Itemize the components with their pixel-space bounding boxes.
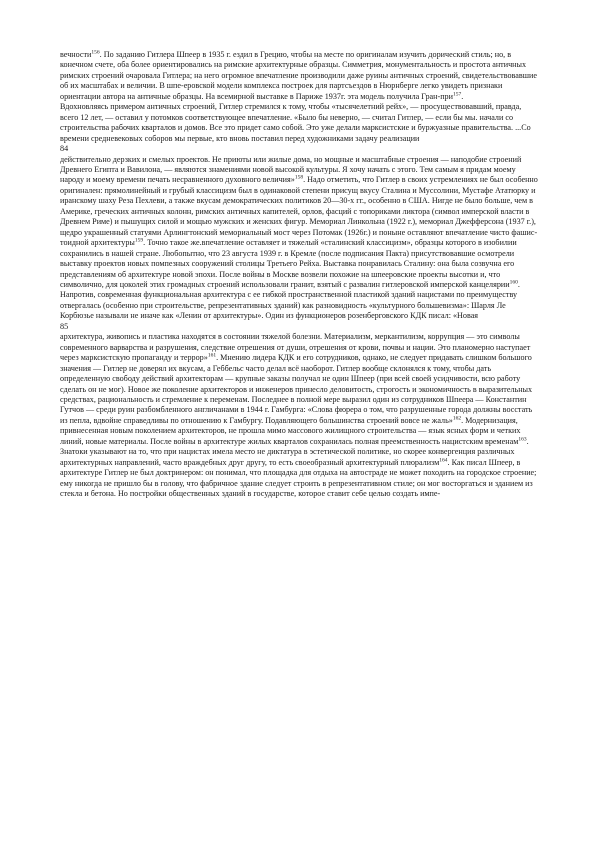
text-run: . Как писал Шпеер, в архитектуре Гитлер не был доктринером: он понимал, что площадка для отдыха на автостраде не может походить на городское строение; ему никогда не пришло бы в голову, что фабричное здание следует строить в репрезентативном стиле; он мог восторгаться и зданием из стекла и бетона. Но постройки общественных зданий в государстве, которое ставит себе целью создать импе- <box>60 457 537 499</box>
footnote-ref: 157 <box>452 91 462 98</box>
text-run: . Модернизация, привнесенная новым поколением архитекторов, не прошла мимо массового жилищного строительства — язык ясных форм и четких линий, новые материалы. После войны в архитектуре жилых кварталов сохранилась полная преемственность нацистским временам <box>60 415 521 446</box>
page-number: 84 <box>60 144 69 154</box>
text-run: . <box>461 91 464 101</box>
paragraph-3 <box>60 290 540 499</box>
footnote-ref: 158 <box>294 174 304 181</box>
text-run: Напротив, современная функциональная архитектура с ее гибкой пространственной пластикой зданий нацистами по преимуществу отвергалась (особенно при строительстве, репрезентативных зданий) как разновидность «культурного большевизма»: Шарля Ле Корбюзье называли не иначе как «Ленин от архитектуры». Один из функционеров розенберговского КДК писал: «Новая <box>60 290 518 321</box>
footnote-ref: 159 <box>134 237 144 244</box>
paragraph-2 <box>60 102 540 290</box>
footnote-ref: 160 <box>509 279 518 286</box>
footnote-ref: 156 <box>91 49 100 56</box>
paragraph-1 <box>60 50 540 102</box>
text-run: . Точно такое же.впечатление оставляет и тяжелый «сталинский классицизм», образцы которого в изобилии сохранились в нашей стране. Любопытно, что 23 августа 1939 г. в Кремле (после подписания Пакта) присутствовавшие осмотрели выставку проектов новых помпезных сооружений столицы Третьего Рейха. Выставка понравилась Сталину: она была созвучна его представлениям об архитектуре новой эпохи. После войны в Москве возвели похожие на шпееровские проекты высотки и, что символично, для цоколей этих громадных строений использовали гранит, взятый с развалин гитлеровской имперской канцелярии <box>60 238 517 289</box>
text-run: Вдохновляясь примером античных строений, Гитлер стремился к тому, чтобы «тысячелетний рейх», — просуществовавший, правда, всего 12 лет, — оставил у потомков соответствующее впечатление. «Было бы неверно, — считал Гитлер, — если бы мы. начали со строительства рабочих кварталов и домов. Все это придет само собой. Это уже делали марксистские и буржуазные правительства. ...Со времени средневековых соборов мы первые, кто вновь поставил перед художниками задачу реализации <box>60 102 531 143</box>
text-run: . Знатоки указывают на то, что при нацистах имела место не диктатура в эстетической политике, но скорее конвергенция различных архитектурных направлений, часто враждебных друг другу, то есть своеобразный архитектурный плюрализм <box>60 436 529 467</box>
footnote-ref: 162 <box>452 415 462 422</box>
text-run: вечности <box>60 50 92 59</box>
page-number: 85 <box>60 321 69 331</box>
text-run: действительно дерзких и смелых проектов. Не приюты или жилые дома, но мощные и масштабные строения — наподобие строений Древнего Египта и Вавилона, — являются знамениями новой высокой культуры. Я хочу начать с этого. Тем самым я придам моему народу и моему времени печать несравненного духовного величия» <box>60 154 522 185</box>
text-run: архитектура, живопись и пластика находятся в состоянии тяжелой болезни. Материализм, меркантилизм, коррупция — это символы современного варварства и разрушения, следствие отрешения от души, отрешения от крови, почвы и нации. Это планомерно наступает через марксистскую пропаганду и террор» <box>60 332 531 363</box>
text-run: . По заданию Гитлера Шпеер в 1935 г. ездил в Грецию, чтобы на месте по оригиналам изучить дорический стиль; но, в конечном счете, оба более ориентировались на римские архитектурные образцы. Симметрия, монументальность и простота античных римских строений очаровала Гитлера; на него огромное впечатление производили даже руины античных строений, свидетельствовавшие об их масштабах и величии. В шпе-еровской модели комплекса построек для партсъездов в Нюрнберге легко увидеть признаки ориентации автора на античные образцы. На всемирной выставке в Париже 1937г. эта модель получила Гран-при <box>60 50 537 101</box>
text-run: . <box>517 279 520 289</box>
text-run: . Мнению лидера КДК и его сотрудников, однако, не следует придавать слишком большого значения — Гитлер не доверял их вкусам, а Геббельс часто делал всё наоборот. Гитлер вообще склонялся к тому, чтобы дать определенную свободу действий архитекторам — крупные заказы получал не один Шпеер (при всей своей усидчивости, всю работу сделать он не мог). Новое же поколение архитекторов и инженеров принесло деловитость, строгость и экономичность в выразительных средствах, рациональность и стремление к переменам. Последнее в полной мере выразил один из сотрудников Шпеера — Константин Гутчов — среди руин разбомбленного англичанами в 1944 г. Гамбурга: «Слова фюрера о том, что разрушенные города должны восстать из пепла, вдвойне справедливы по отношению к Гамбургу. Подавляющего большинства строений вовсе не жаль» <box>60 353 533 425</box>
text-run: . Надо отметить, что Гитлер в своих устремлениях не был особенно оригинален: прямолинейный и грубый классицизм был в одинаковой степени присущ вкусу Сталина и Муссолини, Мустафе Ататюрку и иранскому шаху Реза Пехлеви, а также вкусам демократических политиков 20—30-х гг., особенно в США. Нигде не было больше, чем в Америке, греческих античных колонн, римских античных капителей, орлов, фасций с топориками ликтора (символ имперской власти в Древнем Риме) и пышущих силой и мощью мужских и женских фигур. Мемориал Линкольна (1922 г.), мемориал Джефферсона (1937 г.), щедро украшенный статуями Арлингтонский мемориальный мост через Потомак (1926г.) и поныне оставляют впечатление чисто фашис-тоидной архитектуры <box>60 175 538 248</box>
footnote-ref: 161 <box>207 352 217 359</box>
footnote-ref: 164 <box>439 456 448 463</box>
footnote-ref: 163 <box>518 436 527 443</box>
